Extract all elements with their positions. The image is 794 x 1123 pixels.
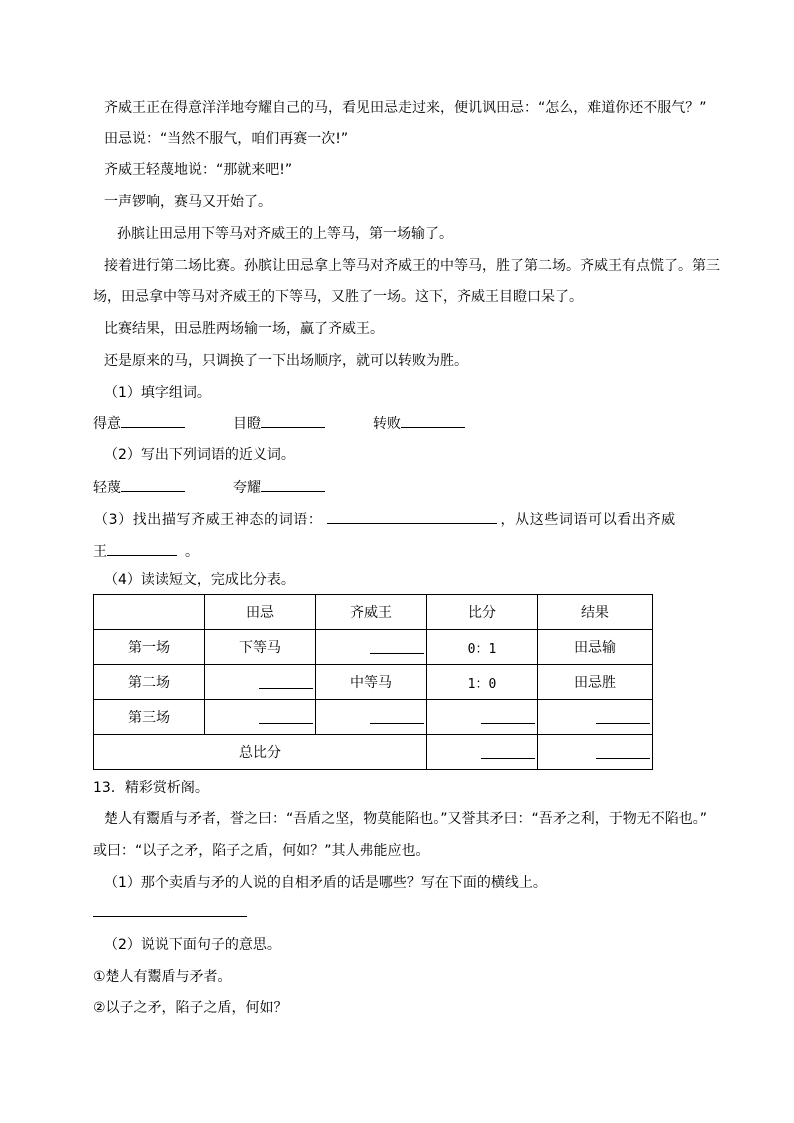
answer-cell[interactable] <box>538 700 653 735</box>
header-cell-result: 结果 <box>538 595 653 630</box>
question-3-continuation: ，从这些词语可以看出齐威 <box>500 512 676 528</box>
question-1-prompt: （1）填字组词。 <box>104 385 211 401</box>
answer-blank[interactable] <box>121 413 185 428</box>
story-paragraph-2: 田忌说：“当然不服气，咱们再赛一次!” <box>104 131 349 147</box>
total-score-label: 总比分 <box>94 735 427 770</box>
story-paragraph-7: 比赛结果，田忌胜两场输一场，赢了齐威王。 <box>104 321 384 337</box>
story-paragraph-6-line-2: 场，田忌拿中等马对齐威王的下等马，又胜了一场。这下，齐威王目瞪口呆了。 <box>93 289 583 305</box>
question-3-line-1 <box>94 509 676 530</box>
answer-cell[interactable] <box>205 700 316 735</box>
answer-blank[interactable] <box>259 672 313 689</box>
table-total-row <box>94 735 653 770</box>
table-row <box>94 630 653 665</box>
q1-word-2: 目瞪 <box>233 416 261 432</box>
tianji-horse: 下等马 <box>205 630 316 665</box>
story-paragraph-5: 孙膑让田忌用下等马对齐威王的上等马，第一场输了。 <box>117 226 453 242</box>
round-result: 田忌输 <box>538 630 653 665</box>
round-label: 第二场 <box>94 665 205 700</box>
question-4-prompt: （4）读读短文，完成比分表。 <box>104 572 295 588</box>
answer-blank[interactable] <box>481 742 535 759</box>
q1-word-1: 得意 <box>93 416 121 432</box>
answer-cell[interactable] <box>427 735 538 770</box>
q2-word-2: 夸耀 <box>233 480 261 496</box>
q2-item-2 <box>233 477 325 498</box>
story-paragraph-1: 齐威王正在得意洋洋地夸耀自己的马，看见田忌走过来，便讥讽田忌：“怎么，难道你还不服气？” <box>104 100 707 116</box>
round-score: 0：1 <box>427 630 538 665</box>
header-cell-score: 比分 <box>427 595 538 630</box>
q1-item-1 <box>93 413 185 434</box>
answer-blank[interactable] <box>121 477 185 492</box>
answer-blank[interactable] <box>259 707 313 724</box>
answer-cell[interactable] <box>427 700 538 735</box>
q1-word-3: 转败 <box>373 416 401 432</box>
answer-blank[interactable] <box>481 707 535 724</box>
section-13-question-1: （1）那个卖盾与矛的人说的自相矛盾的话是哪些？写在下面的横线上。 <box>104 875 547 891</box>
story-paragraph-4: 一声锣响，赛马又开始了。 <box>104 194 272 210</box>
answer-line[interactable] <box>93 916 247 917</box>
qiweiwang-horse: 中等马 <box>316 665 427 700</box>
section-13-title: 13．精彩赏析阁。 <box>93 780 209 796</box>
answer-blank[interactable] <box>261 413 325 428</box>
answer-blank[interactable] <box>261 477 325 492</box>
story-paragraph-3: 齐威王轻蔑地说：“那就来吧!” <box>104 162 293 178</box>
answer-blank[interactable] <box>596 742 650 759</box>
round-label: 第一场 <box>94 630 205 665</box>
question-2-prompt: （2）写出下列词语的近义词。 <box>104 447 295 463</box>
question-3-line-2 <box>93 541 199 562</box>
score-table <box>93 594 653 770</box>
table-row <box>94 700 653 735</box>
story-paragraph-6-line-1: 接着进行第二场比赛。孙膑让田忌拿上等马对齐威王的中等马，胜了第二场。齐威王有点慌了。第三 <box>104 258 720 274</box>
q1-item-3 <box>373 413 465 434</box>
question-3-subject: 王 <box>93 544 107 560</box>
answer-cell[interactable] <box>205 665 316 700</box>
question-3-prompt: （3）找出描写齐威王神态的词语： <box>94 512 323 528</box>
answer-blank[interactable] <box>401 413 465 428</box>
answer-blank[interactable] <box>596 707 650 724</box>
q2-word-1: 轻蔑 <box>93 480 121 496</box>
header-cell-empty <box>94 595 205 630</box>
answer-cell[interactable] <box>538 735 653 770</box>
question-3-period: 。 <box>185 544 199 560</box>
answer-blank[interactable] <box>107 541 177 556</box>
table-header-row <box>94 595 653 630</box>
section-13-question-2: （2）说说下面句子的意思。 <box>104 937 281 953</box>
story-paragraph-8: 还是原来的马，只调换了一下出场顺序，就可以转败为胜。 <box>104 353 468 369</box>
header-cell-qiweiwang: 齐威王 <box>316 595 427 630</box>
q2-item-1 <box>93 477 185 498</box>
table-row <box>94 665 653 700</box>
answer-blank[interactable] <box>327 509 497 524</box>
section-13-sentence-2: ②以子之矛，陷子之盾，何如？ <box>93 1000 288 1016</box>
answer-cell[interactable] <box>316 700 427 735</box>
round-score: 1：0 <box>427 665 538 700</box>
answer-blank[interactable] <box>370 707 424 724</box>
q1-item-2 <box>233 413 325 434</box>
round-label: 第三场 <box>94 700 205 735</box>
round-result: 田忌胜 <box>538 665 653 700</box>
header-cell-tianji: 田忌 <box>205 595 316 630</box>
section-13-text-line-1: 楚人有鬻盾与矛者，誉之曰：“吾盾之坚，物莫能陷也。”又誉其矛曰：“吾矛之利，于物无不陷也。” <box>104 811 708 827</box>
answer-blank[interactable] <box>370 637 424 654</box>
answer-cell[interactable] <box>316 630 427 665</box>
section-13-sentence-1: ①楚人有鬻盾与矛者。 <box>93 969 232 985</box>
section-13-text-line-2: 或曰：“以子之矛，陷子之盾，何如？”其人弗能应也。 <box>93 843 430 859</box>
